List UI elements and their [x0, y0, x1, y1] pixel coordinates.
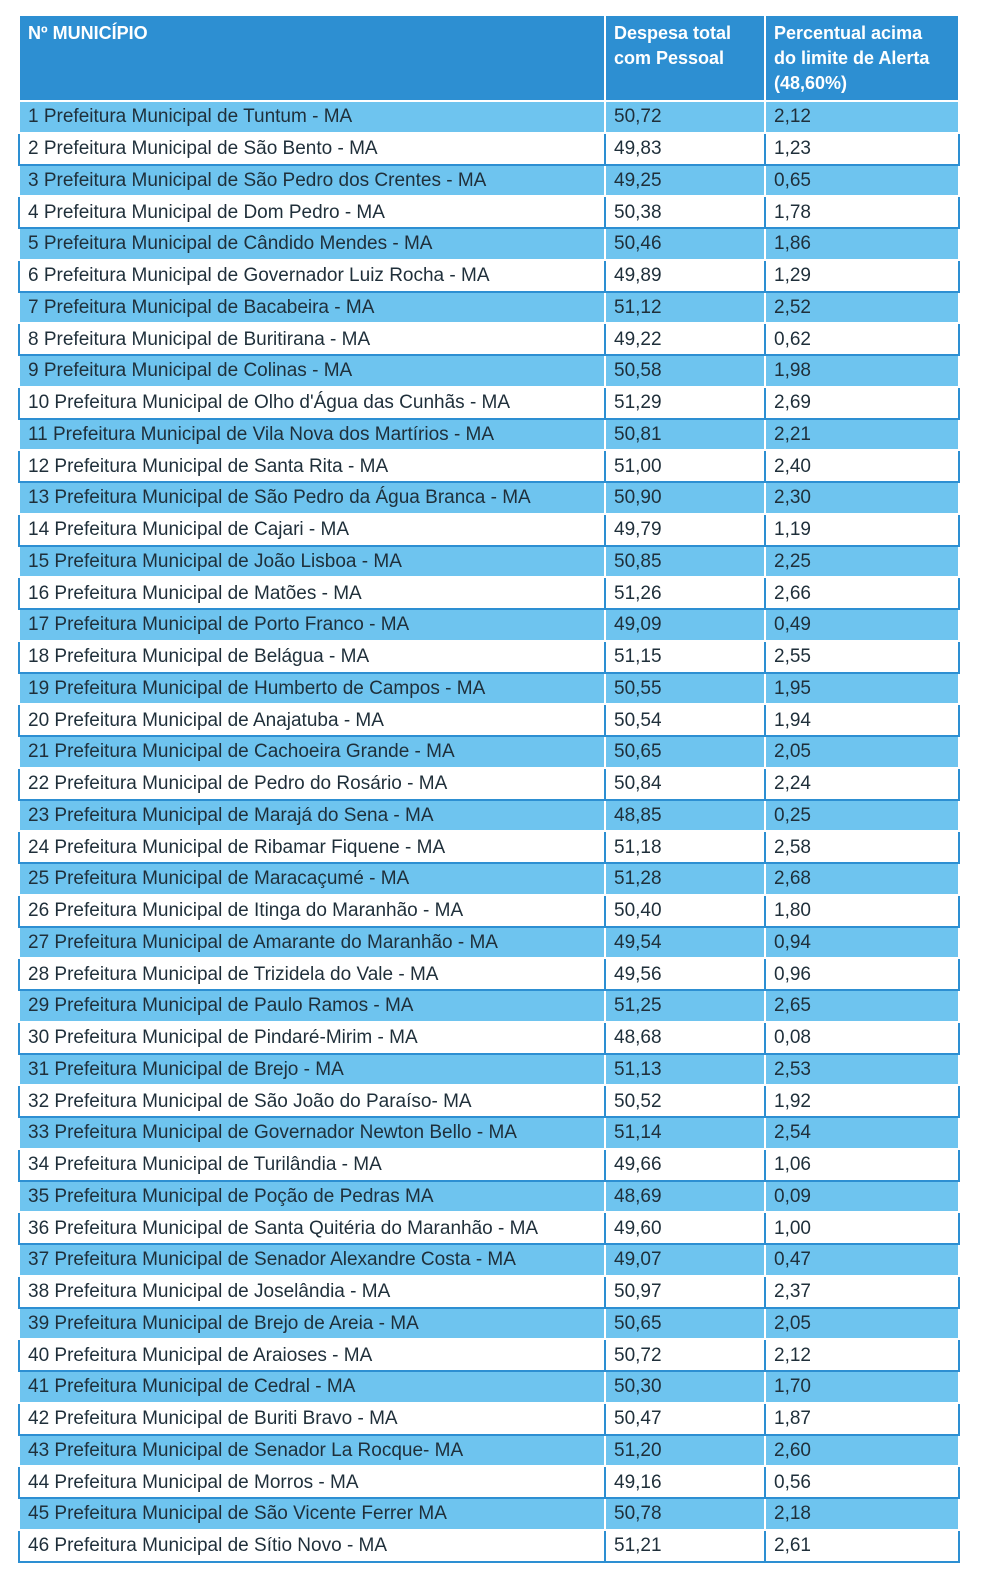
- cell-despesa: 50,81: [605, 419, 765, 451]
- cell-municipio: 9 Prefeitura Municipal de Colinas - MA: [19, 355, 605, 387]
- cell-municipio: 17 Prefeitura Municipal de Porto Franco - MA: [19, 609, 605, 641]
- cell-despesa: 50,90: [605, 482, 765, 514]
- cell-municipio: 22 Prefeitura Municipal de Pedro do Rosário - MA: [19, 768, 605, 800]
- table-row: [19, 1403, 959, 1435]
- header-municipio: Nº MUNICÍPIO: [19, 15, 605, 101]
- table-row: [19, 482, 959, 514]
- table-row: [19, 1339, 959, 1371]
- table-row: [19, 609, 959, 641]
- table-row: [19, 1308, 959, 1340]
- cell-percentual: 1,94: [765, 704, 959, 736]
- table-row: [19, 673, 959, 705]
- cell-despesa: 51,12: [605, 292, 765, 324]
- table-row: [19, 800, 959, 832]
- cell-despesa: 50,46: [605, 228, 765, 260]
- cell-percentual: 2,21: [765, 419, 959, 451]
- table-row: [19, 165, 959, 197]
- cell-percentual: 1,80: [765, 895, 959, 927]
- cell-municipio: 25 Prefeitura Municipal de Maracaçumé - MA: [19, 863, 605, 895]
- cell-percentual: 2,58: [765, 831, 959, 863]
- cell-municipio: 10 Prefeitura Municipal de Olho d'Água das Cunhãs - MA: [19, 387, 605, 419]
- cell-municipio: 16 Prefeitura Municipal de Matões - MA: [19, 577, 605, 609]
- cell-percentual: 0,65: [765, 165, 959, 197]
- cell-percentual: 2,12: [765, 1339, 959, 1371]
- cell-municipio: 18 Prefeitura Municipal de Belágua - MA: [19, 641, 605, 673]
- cell-despesa: 49,56: [605, 958, 765, 990]
- cell-percentual: 1,98: [765, 355, 959, 387]
- cell-percentual: 0,96: [765, 958, 959, 990]
- cell-despesa: 51,18: [605, 831, 765, 863]
- table-row: [19, 450, 959, 482]
- cell-municipio: 24 Prefeitura Municipal de Ribamar Fiquene - MA: [19, 831, 605, 863]
- cell-percentual: 2,66: [765, 577, 959, 609]
- cell-despesa: 51,13: [605, 1054, 765, 1086]
- cell-percentual: 1,00: [765, 1212, 959, 1244]
- cell-municipio: 44 Prefeitura Municipal de Morros - MA: [19, 1466, 605, 1498]
- cell-percentual: 0,47: [765, 1244, 959, 1276]
- cell-despesa: 51,21: [605, 1530, 765, 1562]
- cell-despesa: 49,16: [605, 1466, 765, 1498]
- cell-despesa: 50,65: [605, 1308, 765, 1340]
- cell-municipio: 2 Prefeitura Municipal de São Bento - MA: [19, 133, 605, 165]
- cell-despesa: 50,58: [605, 355, 765, 387]
- cell-despesa: 50,85: [605, 546, 765, 578]
- cell-municipio: 20 Prefeitura Municipal de Anajatuba - MA: [19, 704, 605, 736]
- cell-municipio: 12 Prefeitura Municipal de Santa Rita - MA: [19, 450, 605, 482]
- cell-percentual: 2,52: [765, 292, 959, 324]
- cell-despesa: 49,25: [605, 165, 765, 197]
- table-body: [19, 101, 959, 1562]
- table-row: [19, 514, 959, 546]
- table-row: [19, 419, 959, 451]
- table-row: [19, 292, 959, 324]
- cell-percentual: 2,05: [765, 736, 959, 768]
- cell-despesa: 48,85: [605, 800, 765, 832]
- cell-despesa: 50,52: [605, 1085, 765, 1117]
- table-row: [19, 768, 959, 800]
- cell-municipio: 8 Prefeitura Municipal de Buritirana - MA: [19, 323, 605, 355]
- cell-despesa: 50,55: [605, 673, 765, 705]
- cell-percentual: 1,95: [765, 673, 959, 705]
- cell-percentual: 1,92: [765, 1085, 959, 1117]
- cell-despesa: 50,54: [605, 704, 765, 736]
- table-row: [19, 1212, 959, 1244]
- cell-despesa: 48,69: [605, 1181, 765, 1213]
- cell-despesa: 51,00: [605, 450, 765, 482]
- cell-percentual: 2,05: [765, 1308, 959, 1340]
- cell-municipio: 11 Prefeitura Municipal de Vila Nova dos Martírios - MA: [19, 419, 605, 451]
- table-row: [19, 1371, 959, 1403]
- cell-percentual: 2,30: [765, 482, 959, 514]
- cell-despesa: 50,40: [605, 895, 765, 927]
- cell-percentual: 2,55: [765, 641, 959, 673]
- cell-municipio: 1 Prefeitura Municipal de Tuntum - MA: [19, 101, 605, 133]
- cell-municipio: 41 Prefeitura Municipal de Cedral - MA: [19, 1371, 605, 1403]
- cell-despesa: 50,84: [605, 768, 765, 800]
- cell-despesa: 49,54: [605, 927, 765, 959]
- table-row: [19, 355, 959, 387]
- cell-percentual: 1,86: [765, 228, 959, 260]
- cell-percentual: 2,65: [765, 990, 959, 1022]
- cell-despesa: 49,07: [605, 1244, 765, 1276]
- cell-municipio: 35 Prefeitura Municipal de Poção de Pedras MA: [19, 1181, 605, 1213]
- cell-municipio: 38 Prefeitura Municipal de Joselândia - MA: [19, 1276, 605, 1308]
- cell-percentual: 2,40: [765, 450, 959, 482]
- cell-despesa: 50,72: [605, 1339, 765, 1371]
- cell-municipio: 5 Prefeitura Municipal de Cândido Mendes - MA: [19, 228, 605, 260]
- cell-percentual: 0,25: [765, 800, 959, 832]
- cell-municipio: 7 Prefeitura Municipal de Bacabeira - MA: [19, 292, 605, 324]
- cell-municipio: 21 Prefeitura Municipal de Cachoeira Grande - MA: [19, 736, 605, 768]
- header-row: [19, 15, 959, 101]
- cell-percentual: 1,70: [765, 1371, 959, 1403]
- cell-municipio: 30 Prefeitura Municipal de Pindaré-Mirim - MA: [19, 1022, 605, 1054]
- cell-municipio: 43 Prefeitura Municipal de Senador La Rocque- MA: [19, 1435, 605, 1467]
- table-row: [19, 133, 959, 165]
- cell-municipio: 6 Prefeitura Municipal de Governador Luiz Rocha - MA: [19, 260, 605, 292]
- cell-despesa: 48,68: [605, 1022, 765, 1054]
- cell-municipio: 4 Prefeitura Municipal de Dom Pedro - MA: [19, 196, 605, 228]
- cell-despesa: 51,25: [605, 990, 765, 1022]
- cell-percentual: 2,12: [765, 101, 959, 133]
- cell-municipio: 36 Prefeitura Municipal de Santa Quitéria do Maranhão - MA: [19, 1212, 605, 1244]
- table-row: [19, 831, 959, 863]
- cell-municipio: 19 Prefeitura Municipal de Humberto de Campos - MA: [19, 673, 605, 705]
- cell-percentual: 2,37: [765, 1276, 959, 1308]
- table-row: [19, 228, 959, 260]
- cell-percentual: 2,54: [765, 1117, 959, 1149]
- table-row: [19, 895, 959, 927]
- cell-percentual: 1,78: [765, 196, 959, 228]
- table-row: [19, 387, 959, 419]
- cell-percentual: 1,06: [765, 1149, 959, 1181]
- table-row: [19, 1054, 959, 1086]
- table-row: [19, 323, 959, 355]
- cell-municipio: 15 Prefeitura Municipal de João Lisboa - MA: [19, 546, 605, 578]
- cell-municipio: 39 Prefeitura Municipal de Brejo de Areia - MA: [19, 1308, 605, 1340]
- cell-municipio: 14 Prefeitura Municipal de Cajari - MA: [19, 514, 605, 546]
- table-row: [19, 736, 959, 768]
- table-row: [19, 1085, 959, 1117]
- cell-despesa: 50,78: [605, 1498, 765, 1530]
- cell-municipio: 46 Prefeitura Municipal de Sítio Novo - MA: [19, 1530, 605, 1562]
- cell-municipio: 23 Prefeitura Municipal de Marajá do Sena - MA: [19, 800, 605, 832]
- cell-despesa: 50,47: [605, 1403, 765, 1435]
- cell-percentual: 2,60: [765, 1435, 959, 1467]
- table-row: [19, 1022, 959, 1054]
- cell-despesa: 51,29: [605, 387, 765, 419]
- table-row: [19, 260, 959, 292]
- cell-percentual: 2,61: [765, 1530, 959, 1562]
- cell-municipio: 29 Prefeitura Municipal de Paulo Ramos - MA: [19, 990, 605, 1022]
- cell-despesa: 50,97: [605, 1276, 765, 1308]
- cell-despesa: 49,22: [605, 323, 765, 355]
- cell-percentual: 0,09: [765, 1181, 959, 1213]
- table-row: [19, 1117, 959, 1149]
- cell-despesa: 50,65: [605, 736, 765, 768]
- header-despesa: Despesa total com Pessoal: [605, 15, 765, 101]
- table-row: [19, 101, 959, 133]
- cell-municipio: 33 Prefeitura Municipal de Governador Newton Bello - MA: [19, 1117, 605, 1149]
- table-row: [19, 1466, 959, 1498]
- cell-despesa: 49,66: [605, 1149, 765, 1181]
- cell-despesa: 51,14: [605, 1117, 765, 1149]
- table-row: [19, 546, 959, 578]
- cell-municipio: 13 Prefeitura Municipal de São Pedro da Água Branca - MA: [19, 482, 605, 514]
- cell-municipio: 37 Prefeitura Municipal de Senador Alexandre Costa - MA: [19, 1244, 605, 1276]
- municipios-table: [18, 14, 960, 1563]
- cell-despesa: 50,30: [605, 1371, 765, 1403]
- table-row: [19, 577, 959, 609]
- cell-despesa: 49,09: [605, 609, 765, 641]
- table-row: [19, 641, 959, 673]
- table-row: [19, 990, 959, 1022]
- cell-percentual: 2,25: [765, 546, 959, 578]
- table-row: [19, 1149, 959, 1181]
- cell-despesa: 50,38: [605, 196, 765, 228]
- table-row: [19, 1181, 959, 1213]
- cell-municipio: 31 Prefeitura Municipal de Brejo - MA: [19, 1054, 605, 1086]
- header-percentual: Percentual acima do limite de Alerta (48,60%): [765, 15, 959, 101]
- cell-despesa: 51,15: [605, 641, 765, 673]
- cell-municipio: 42 Prefeitura Municipal de Buriti Bravo - MA: [19, 1403, 605, 1435]
- cell-despesa: 49,89: [605, 260, 765, 292]
- cell-percentual: 1,29: [765, 260, 959, 292]
- table-row: [19, 863, 959, 895]
- cell-municipio: 34 Prefeitura Municipal de Turilândia - MA: [19, 1149, 605, 1181]
- cell-municipio: 3 Prefeitura Municipal de São Pedro dos Crentes - MA: [19, 165, 605, 197]
- table-row: [19, 1530, 959, 1562]
- cell-percentual: 2,18: [765, 1498, 959, 1530]
- table-row: [19, 196, 959, 228]
- table-header: [19, 15, 959, 101]
- cell-despesa: 51,26: [605, 577, 765, 609]
- cell-municipio: 45 Prefeitura Municipal de São Vicente Ferrer MA: [19, 1498, 605, 1530]
- cell-municipio: 40 Prefeitura Municipal de Araioses - MA: [19, 1339, 605, 1371]
- cell-percentual: 2,68: [765, 863, 959, 895]
- cell-percentual: 2,24: [765, 768, 959, 800]
- cell-despesa: 49,60: [605, 1212, 765, 1244]
- table-row: [19, 1435, 959, 1467]
- table-row: [19, 1276, 959, 1308]
- cell-municipio: 26 Prefeitura Municipal de Itinga do Maranhão - MA: [19, 895, 605, 927]
- cell-percentual: 0,62: [765, 323, 959, 355]
- cell-percentual: 1,19: [765, 514, 959, 546]
- cell-percentual: 0,56: [765, 1466, 959, 1498]
- cell-percentual: 1,87: [765, 1403, 959, 1435]
- cell-percentual: 2,69: [765, 387, 959, 419]
- table-row: [19, 704, 959, 736]
- table-row: [19, 958, 959, 990]
- table-row: [19, 1244, 959, 1276]
- cell-despesa: 49,83: [605, 133, 765, 165]
- table-row: [19, 1498, 959, 1530]
- cell-percentual: 0,94: [765, 927, 959, 959]
- cell-percentual: 0,49: [765, 609, 959, 641]
- cell-despesa: 51,28: [605, 863, 765, 895]
- cell-percentual: 2,53: [765, 1054, 959, 1086]
- cell-despesa: 50,72: [605, 101, 765, 133]
- cell-percentual: 1,23: [765, 133, 959, 165]
- cell-percentual: 0,08: [765, 1022, 959, 1054]
- table-row: [19, 927, 959, 959]
- cell-municipio: 28 Prefeitura Municipal de Trizidela do Vale - MA: [19, 958, 605, 990]
- cell-municipio: 32 Prefeitura Municipal de São João do Paraíso- MA: [19, 1085, 605, 1117]
- cell-despesa: 49,79: [605, 514, 765, 546]
- cell-municipio: 27 Prefeitura Municipal de Amarante do Maranhão - MA: [19, 927, 605, 959]
- cell-despesa: 51,20: [605, 1435, 765, 1467]
